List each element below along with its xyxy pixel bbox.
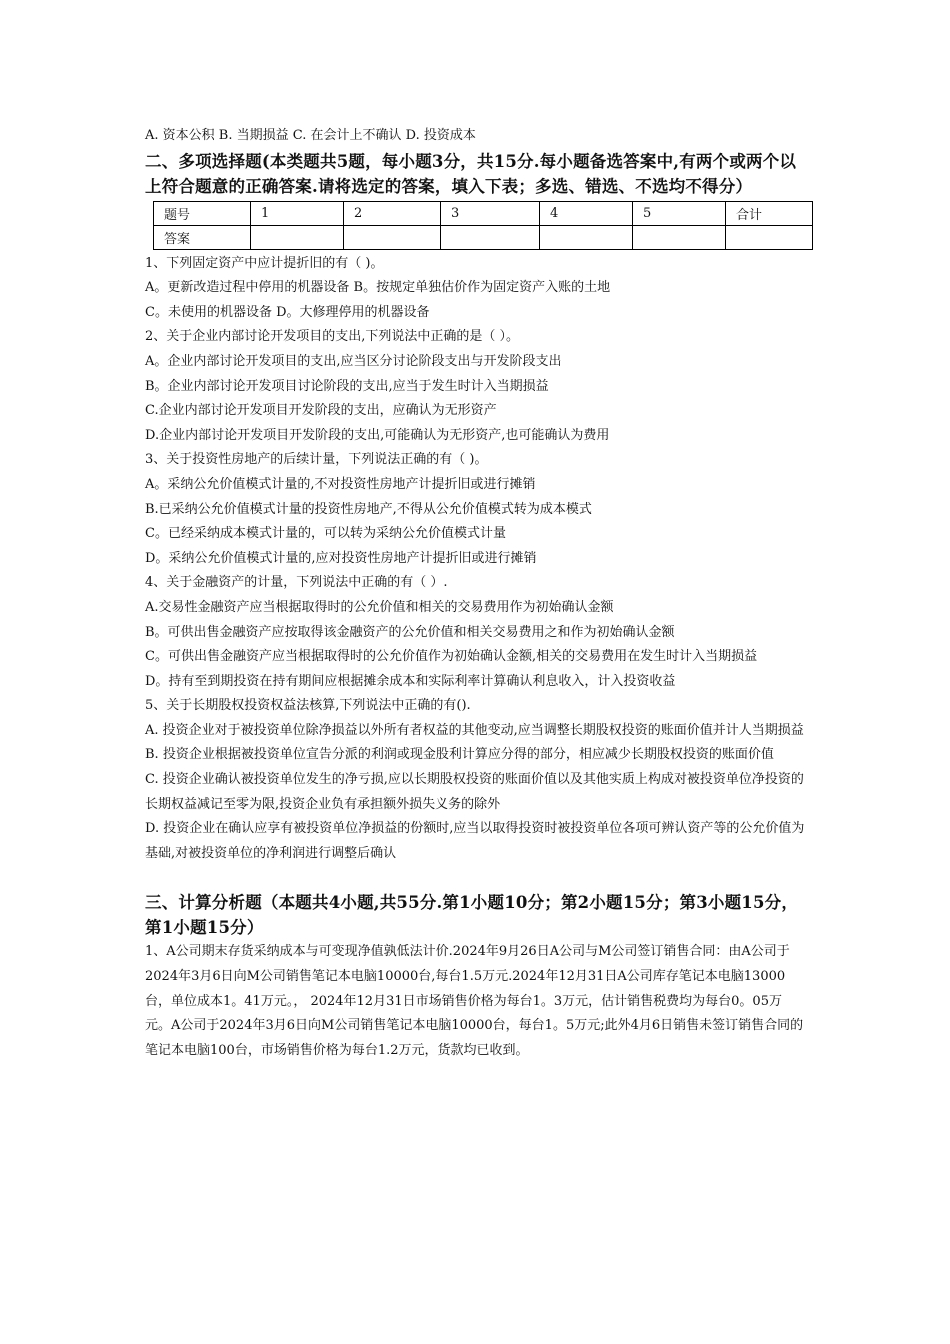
question-option: A。更新改造过程中停用的机器设备 B。按规定单独估价作为固定资产入账的土地 — [145, 280, 611, 296]
question-stem: 2、关于企业内部讨论开发项目的支出,下列说法中正确的是（ ）。 — [145, 329, 520, 345]
section3-title: 三、计算分析题（本题共4小题,共55分.第1小题10分；第2小题15分；第3小题15分，第1小题15分） — [145, 893, 799, 938]
answer-cell-3[interactable] — [441, 225, 540, 249]
question-option: D。持有至到期投资在持有期间应根据摊余成本和实际利率计算确认利息收入，计入投资收益 — [145, 673, 676, 689]
question-option: A. 投资企业对于被投资单位除净损益以外所有者权益的其他变动,应当调整长期股权投资的账面价值并计人当期损益 — [145, 722, 804, 738]
question-option: D。采纳公允价值模式计量的,应对投资性房地产计提折旧或进行摊销 — [145, 550, 537, 566]
table-header-cell: 5 — [633, 201, 726, 225]
table-header-cell: 题号 — [154, 201, 251, 225]
answer-cell-total[interactable] — [726, 225, 813, 249]
answer-table — [153, 201, 813, 250]
question-option: C。可供出售金融资产应当根据取得时的公允价值作为初始确认金额,相关的交易费用在发生时计入当期损益 — [145, 649, 758, 665]
answer-cell-4[interactable] — [540, 225, 633, 249]
question-option: C。未使用的机器设备 D。大修理停用的机器设备 — [145, 304, 430, 320]
section3-paragraph: 1、A公司期末存货采纳成本与可变现净值孰低法计价.2024年9月26日A公司与M公司签订销售合同：由A公司于2024年3月6日向M公司销售笔记本电脑10000台,每台1.5万元.2024年12月31日A公司库存笔记本电脑13000台，单位成本1。41万元。， 2024年12月31日市场销售价格为每台1。3万元，估计销售税费均为每台0。05万元。A公司于2024年3月6日向M公司销售笔记本电脑10000台，每台1。5万元;此外4月6日销售未签订销售合同的笔记本电脑100台，市场销售价格为每台1.2万元，货款均已收到。 — [145, 944, 804, 1058]
answer-cell-5[interactable] — [633, 225, 726, 249]
answer-cell-2[interactable] — [344, 225, 441, 249]
question-option: D.企业内部讨论开发项目开发阶段的支出,可能确认为无形资产,也可能确认为费用 — [145, 427, 610, 443]
question-option: B。可供出售金融资产应按取得该金融资产的公允价值和相关交易费用之和作为初始确认金额 — [145, 624, 675, 640]
answer-table-answer-row — [154, 225, 813, 249]
table-header-cell: 1 — [251, 201, 344, 225]
question-option: A。采纳公允价值模式计量的,不对投资性房地产计提折旧或进行摊销 — [145, 476, 536, 492]
question-option: B。企业内部讨论开发项目讨论阶段的支出,应当于发生时计入当期损益 — [145, 378, 549, 394]
question-option: B. 投资企业根据被投资单位宣告分派的利润或现金股利计算应分得的部分，相应减少长期股权投资的账面价值 — [145, 747, 774, 763]
answer-cell-1[interactable] — [251, 225, 344, 249]
table-header-cell: 3 — [441, 201, 540, 225]
prev-question-options: A. 资本公积 B. 当期损益 C. 在会计上不确认 D. 投资成本 — [145, 128, 476, 143]
question-stem: 4、关于金融资产的计量，下列说法中正确的有（ ）. — [145, 575, 448, 591]
question-option: D. 投资企业在确认应享有被投资单位净损益的份额时,应当以取得投资时被投资单位各项可辨认资产等的公允价值为基础,对被投资单位的净利润进行调整后确认 — [145, 821, 805, 861]
question-option: C。已经采纳成本模式计量的，可以转为采纳公允价值模式计量 — [145, 526, 506, 542]
section-gap — [145, 866, 807, 890]
table-header-cell: 4 — [540, 201, 633, 225]
question-option: A。企业内部讨论开发项目的支出,应当区分讨论阶段支出与开发阶段支出 — [145, 353, 562, 369]
document-content — [145, 124, 807, 1063]
question-stem: 1、下列固定资产中应计提折旧的有（ )。 — [145, 255, 384, 271]
table-header-cell: 合计 — [726, 201, 813, 225]
question-option: A.交易性金融资产应当根据取得时的公允价值和相关的交易费用作为初始确认金额 — [145, 599, 614, 615]
section2-title: 二、多项选择题(本类题共5题，每小题3分，共15分.每小题备选答案中,有两个或两个以上符合题意的正确答案.请将选定的答案，填入下表；多选、错选、不选均不得分） — [145, 151, 797, 196]
table-header-cell: 2 — [344, 201, 441, 225]
question-option: B.已采纳公允价值模式计量的投资性房地产,不得从公允价值模式转为成本模式 — [145, 501, 592, 517]
question-stem: 5、关于长期股权投资权益法核算,下列说法中正确的有(). — [145, 698, 471, 714]
question-stem: 3、关于投资性房地产的后续计量，下列说法正确的有（ )。 — [145, 452, 488, 468]
question-option: C.企业内部讨论开发项目开发阶段的支出，应确认为无形资产 — [145, 403, 497, 419]
answer-table-header-row — [154, 201, 813, 225]
table-answer-label: 答案 — [154, 225, 251, 249]
question-option: C. 投资企业确认被投资单位发生的净亏损,应以长期股权投资的账面价值以及其他实质上构成对被投资单位净投资的长期权益减记至零为限,投资企业负有承担额外损失义务的除外 — [145, 772, 804, 812]
